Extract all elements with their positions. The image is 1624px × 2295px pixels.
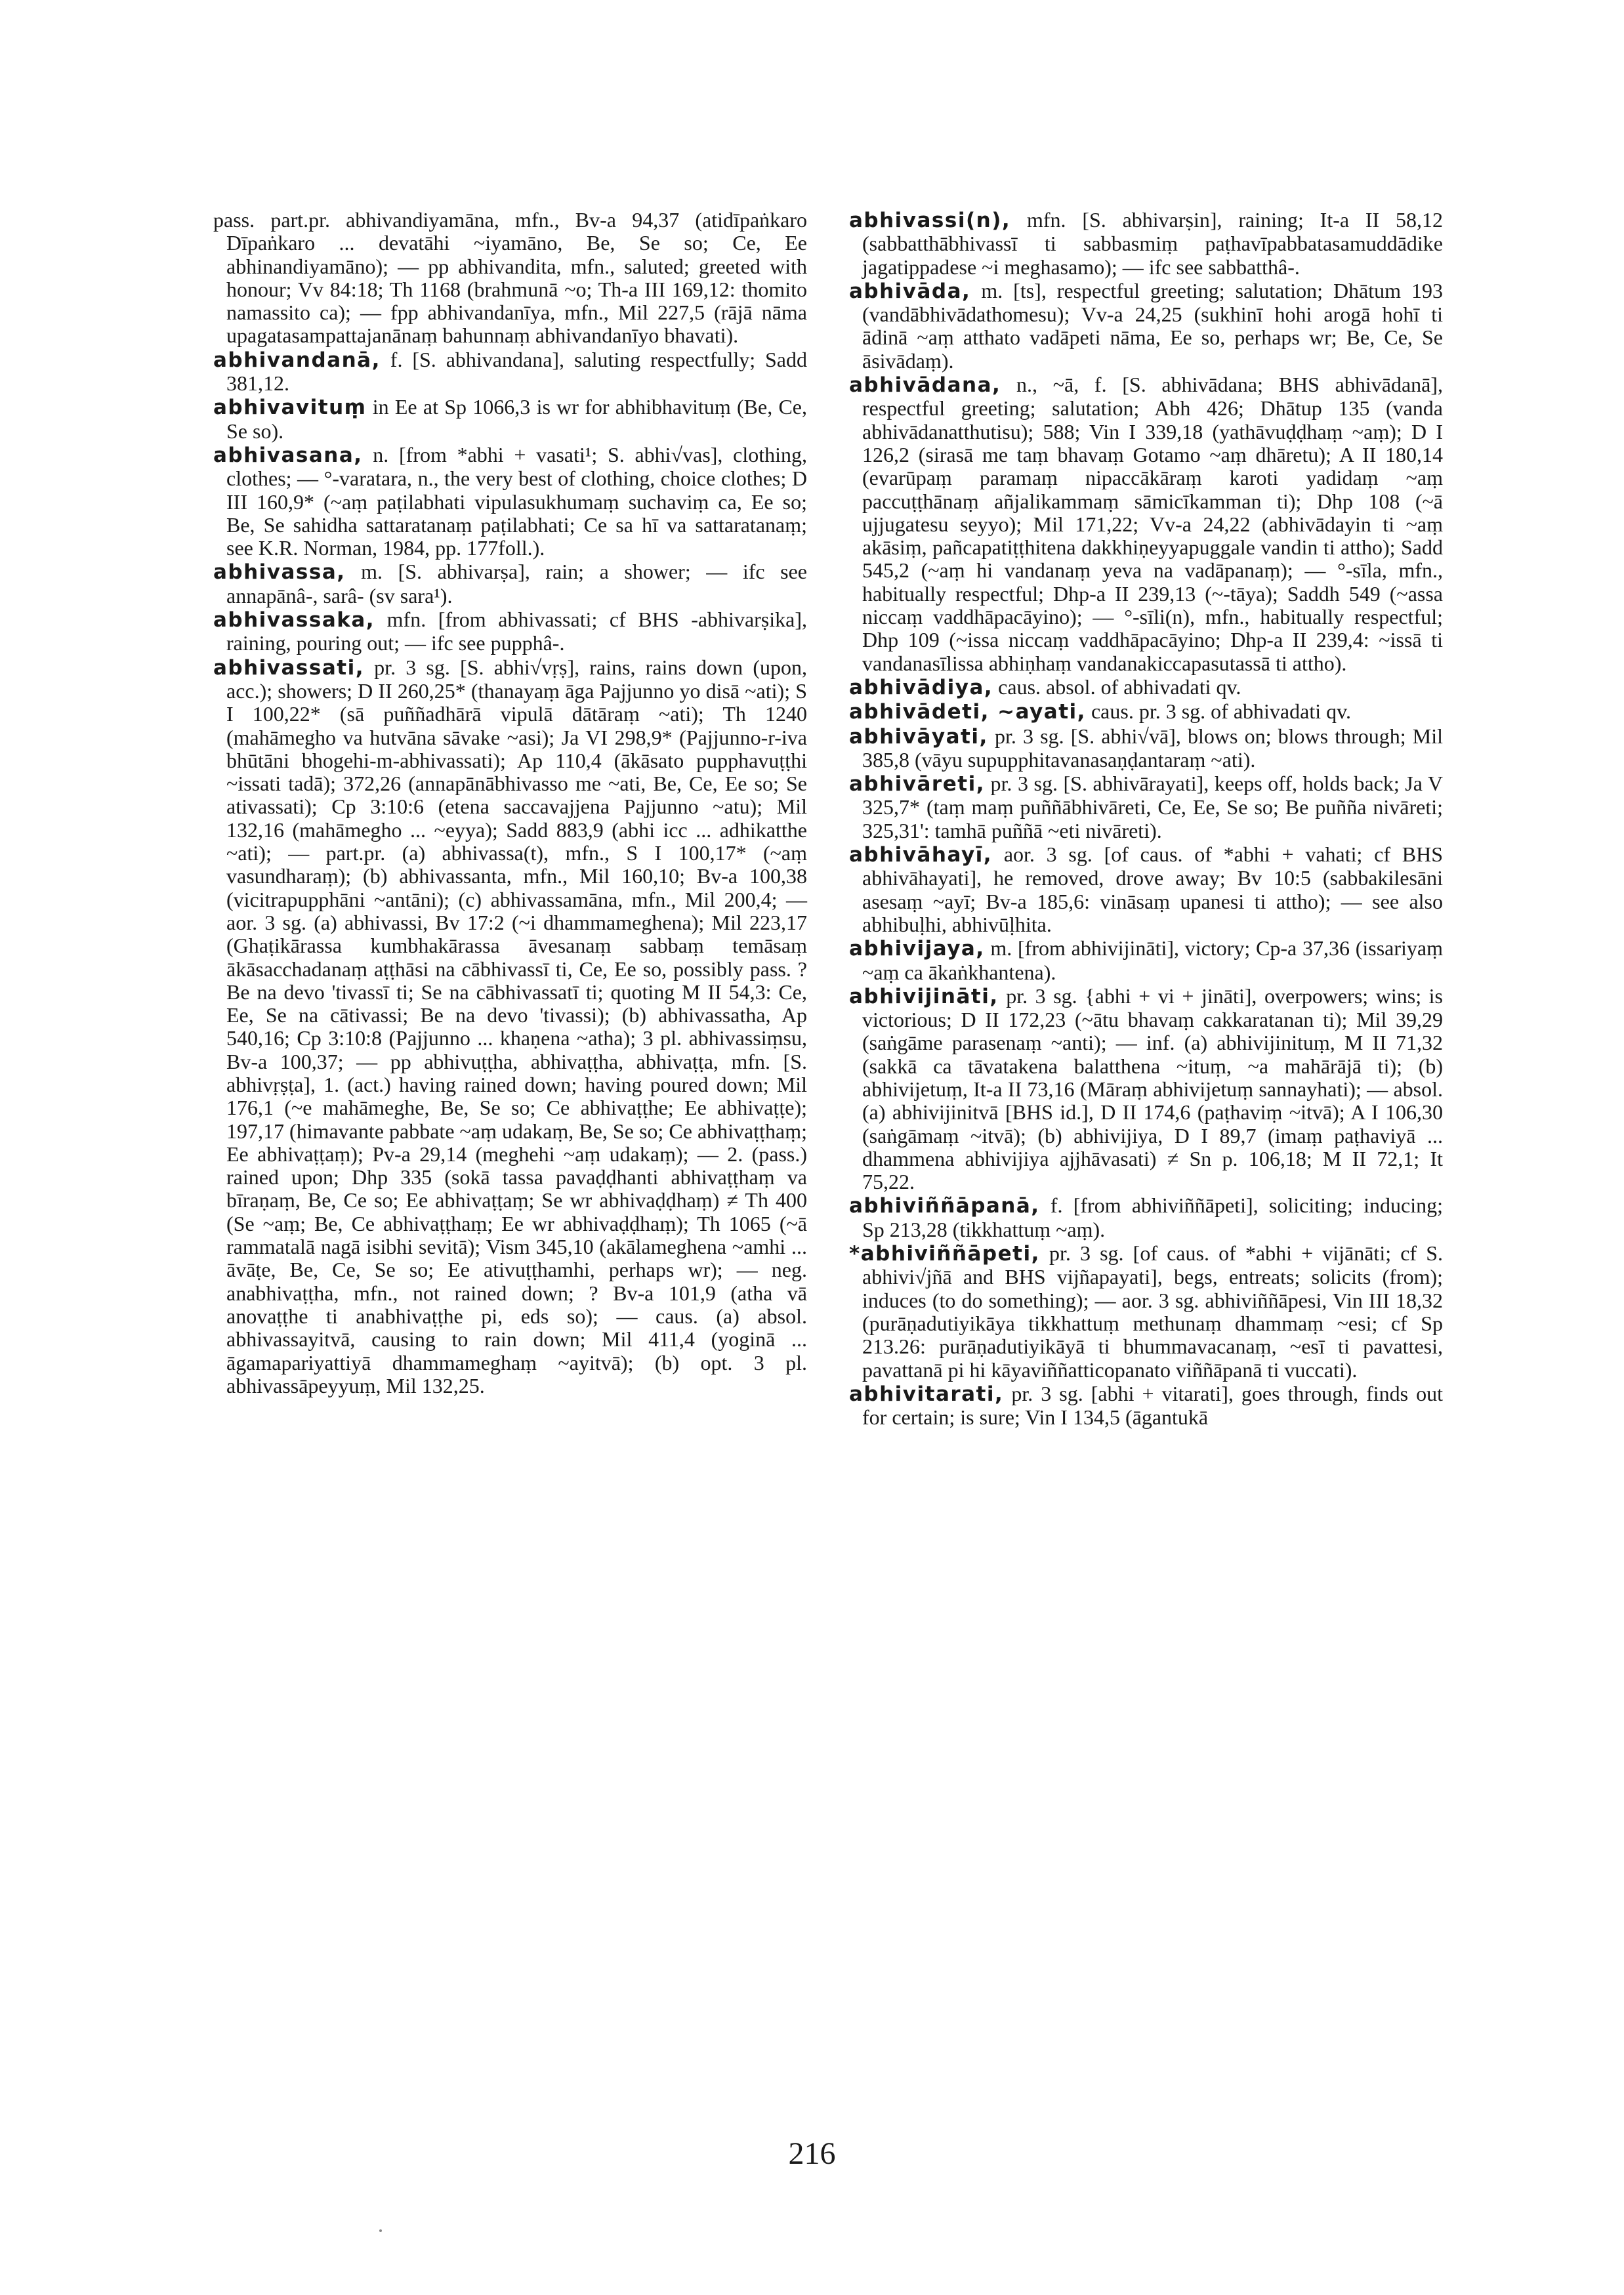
entry-headword: abhivassi(n),	[849, 209, 1011, 232]
entry-body: pr. 3 sg. {abhi + vi + jināti], overpowers; wins; is victorious; D II 172,23 (~ātu bhavaṃ cakkaratanan ti); Mil 39,29 (saṅgāme parasenaṃ ~anti); — inf. (a) abhivijinituṃ, M II 71,32 (sakkā ca tāvatakena balatthena ~ituṃ, ~a mahārājā ti); (b) abhivijetuṃ, It-a II 73,16 (Māraṃ abhivijetuṃ sannayhati); — absol. (a) abhivijinitvā [BHS id.], D II 174,6 (paṭhaviṃ ~itvā); A I 106,30 (saṅgāmaṃ ~itvā); (b) abhivijiya, D I 89,7 (imaṃ paṭhaviyā ... dhammena abhivijiya ajjhāvasati) ≠ Sn p. 106,18; M II 72,1; It 75,22.	[862, 983, 1444, 1194]
entry-headword: abhivāreti,	[849, 772, 985, 796]
entry-body: caus. pr. 3 sg. of abhivadati qv.	[1091, 699, 1352, 724]
dictionary-entry	[213, 656, 807, 1398]
entry-headword: abhivijaya,	[849, 937, 985, 961]
left-column	[213, 209, 807, 1398]
page-number: 216	[788, 2136, 836, 2171]
entry-headword: abhivasana,	[213, 443, 363, 467]
entry-headword: abhivavituṃ	[213, 396, 367, 420]
entry-body: caus. absol. of abhivadati qv.	[998, 674, 1241, 699]
dictionary-entry	[213, 396, 807, 443]
entry-body: pass. part.pr. abhivandiyamāna, mfn., Bv-a 94,37 (atidīpaṅkaro Dīpaṅkaro ... devatāhi ~iyamāno, Be, Se so; Ce, Ee abhinandiyamāno); — pp abhivandita, mfn., saluted; greeted with honour; Vv 84:18; Th 1168 (brahmunā ~o; Th-a III 169,12: thomito namassito ca); — fpp abhivandanīya, mfn., Mil 227,5 (rājā nāma upagatasampattajanānaṃ bahunnaṃ abhivandanīyo bhavati).	[213, 208, 807, 348]
right-column	[849, 209, 1443, 1430]
dictionary-entry	[213, 560, 807, 608]
entry-headword: abhivāhayī,	[849, 843, 993, 867]
entry-headword: abhivijināti,	[849, 984, 999, 1008]
entry-body: pr. 3 sg. [of caus. of *abhi + vijānāti; cf S. abhivi√jñā and BHS vijñapayati], begs, entreats; solicits (from); induces (to do something); — aor. 3 sg. abhiviññāpesi, Vin III 18,32 (purāṇadutiyikāya tikkhattuṃ methunaṃ dhammaṃ ~esi; cf Sp 213.26: purāṇadutiyikāyā ti bhummavacanaṃ, ~esī ti pavattesi, pavattanā pi hi kāyaviññatticopanato viññāpanā ti vuccati).	[862, 1241, 1444, 1382]
entry-headword: abhivitarati,	[849, 1382, 1004, 1406]
dictionary-entry	[849, 1242, 1443, 1382]
dictionary-entry	[849, 676, 1443, 699]
entry-headword: abhivassa,	[213, 560, 346, 585]
dictionary-entry	[213, 444, 807, 560]
dictionary-entry	[849, 373, 1443, 675]
entry-headword: abhivādeti, ~ayati,	[849, 700, 1086, 724]
entry-body: m. [from abhivijināti], victory; Cp-a 37,36 (issariyaṃ ~aṃ ca ākaṅkhantena).	[862, 936, 1444, 984]
dictionary-entry	[849, 843, 1443, 936]
entry-headword: abhivādana,	[849, 373, 1001, 398]
entry-headword: *abhiviññāpeti,	[849, 1242, 1040, 1266]
dictionary-entry	[849, 985, 1443, 1194]
entry-body: pr. 3 sg. [abhi + vitarati], goes through, finds out for certain; is sure; Vin I 134,5 (āgantukā	[862, 1381, 1444, 1430]
entry-headword: abhiviññāpanā,	[849, 1194, 1040, 1218]
entry-body: f. [from abhiviññāpeti], soliciting; inducing; Sp 213,28 (tikkhattuṃ ~aṃ).	[862, 1193, 1444, 1241]
entry-body: mfn. [S. abhivarṣin], raining; It-a II 58,12 (sabbatthābhivassī ti sabbasmiṃ paṭhavīpabbatasamuddādike jagatippadese ~i meghasamo); — ifc see sabbatthâ-.	[862, 208, 1444, 279]
entry-body: m. [S. abhivarṣa], rain; a shower; — ifc see annapānâ-, sarâ- (sv sara¹).	[226, 560, 808, 608]
entry-body: f. [S. abhivandana], saluting respectfully; Sadd 381,12.	[226, 347, 808, 396]
dictionary-entry	[213, 608, 807, 655]
dictionary-entry	[849, 725, 1443, 772]
scan-speck	[379, 2229, 382, 2232]
entry-headword: abhivādiya,	[849, 675, 993, 699]
entry-body: in Ee at Sp 1066,3 is wr for abhibhavituṃ (Be, Ce, Se so).	[226, 395, 808, 443]
dictionary-entry	[213, 348, 807, 396]
entry-body: mfn. [from abhivassati; cf BHS -abhivarṣika], raining, pouring out; — ifc see pupphâ-.	[226, 608, 808, 655]
entry-body: m. [ts], respectful greeting; salutation; Dhātum 193 (vandābhivādathomesu); Vv-a 24,25 (sukhinī hohi arogā hohī ti ādinā ~aṃ atthato vadāpeti nāma, Ee so, perhaps wr; Be, Ce, Se āsivādaṃ).	[862, 278, 1444, 373]
dictionary-entry	[849, 700, 1443, 724]
dictionary-entry	[849, 209, 1443, 279]
dictionary-entry	[849, 279, 1443, 373]
dictionary-entry	[849, 1382, 1443, 1430]
dictionary-entry	[849, 772, 1443, 842]
entry-body: n. [from *abhi + vasati¹; S. abhi√vas], clothing, clothes; — °-varatara, n., the very best of clothing, choice clothes; D III 160,9* (~aṃ paṭilabhati vipulasukhumaṃ suchaviṃ ca, Ee so; Be, Se sahidha sattaratanaṃ paṭilabhati; Ce sa hī va sattaratanaṃ; see K.R. Norman, 1984, pp. 177foll.).	[226, 442, 808, 560]
dictionary-entry	[213, 209, 807, 348]
entry-body: pr. 3 sg. [S. abhi√vṛṣ], rains, rains down (upon, acc.); showers; D II 260,25* (thanayaṃ āga Pajjunno yo disā ~ati); S I 100,22* (sā puññadhārā vipulā dātāraṃ ~ati); Th 1240 (mahāmegho va hutvāna sāvake ~asi); Ja VI 298,9* (Pajjunno-r-iva bhūtāni bhogehi-m-abhivassati); Ap 110,4 (ākāsato pupphavuṭṭhi ~issati tadā); 372,26 (annapānābhivasso me ~ati, Be, Ce, Ee so; Se ativassati); Cp 3:10:6 (etena saccavajjena Pajjunno ~atu); Mil 132,16 (mahāmegho ... ~eyya); Sadd 883,9 (abhi icc ... adhikatthe ~ati); — part.pr. (a) abhivassa(t), mfn., S I 100,17* (~aṃ vasundharaṃ); (b) abhivassanta, mfn., Mil 160,10; Bv-a 100,38 (vicitrapupphāni ~antāni); (c) abhivassamāna, mfn., Mil 200,4; — aor. 3 sg. (a) abhivassi, Bv 17:2 (~i dhammameghena); Mil 223,17 (Ghaṭikārassa kumbhakārassa āvesanaṃ sabbaṃ temāsaṃ ākāsacchadanaṃ aṭṭhāsi na cābhivassī ti, Ce, Ee so, possibly pass. ? Be na devo 'tivassī ti; Se na cābhivassatī ti; quoting M II 54,3: Ce, Ee, Se na cātivassi; Be na devo 'tivassi); (b) abhivassatha, Ap 540,16; Cp 3:10:8 (Pajjunno ... khaṇena ~atha); 3 pl. abhivassiṃsu, Bv-a 100,37; — pp abhivuṭṭha, abhivaṭṭha, abhivaṭṭa, mfn. [S. abhivṛṣṭa], 1. (act.) having rained down; having poured down; Mil 176,1 (~e mahāmeghe, Be, Se so; Ce abhivaṭṭhe; Ee abhivaṭṭe); 197,17 (himavante pabbate ~aṃ udakaṃ, Be, Se so; Ce abhivaṭṭhaṃ; Ee abhivaṭṭaṃ); Pv-a 29,14 (meghehi ~aṃ udakaṃ); — 2. (pass.) rained upon; Dhp 335 (sokā tassa pavaḍḍhanti abhivaṭṭhaṃ va bīraṇaṃ, Be, Ce so; Ee abhivaṭṭaṃ; Se wr abhivaḍḍhaṃ) ≠ Th 400 (Se ~aṃ; Be, Ce abhivaṭṭhaṃ; Ee wr abhivaḍḍhaṃ); Th 1065 (~ā rammatalā nagā isibhi sevitā); Vism 345,10 (akālameghena ~amhi ... āvāṭe, Be, Ce, Se so; Ee ativuṭṭhamhi, perhaps wr); — neg. anabhivaṭṭha, mfn., not rained down; ? Bv-a 101,9 (atha vā anovaṭṭhe ti anabhivaṭṭhe pi, eds so); — caus. (a) absol. abhivassayitvā, causing to rain down; Mil 411,4 (yoginā ... āgamapariyattiyā dhammameghaṃ ~ayitvā); (b) opt. 3 pl. abhivassāpeyyuṃ, Mil 132,25.	[226, 655, 808, 1397]
entry-headword: abhivassaka,	[213, 608, 375, 632]
entry-body: aor. 3 sg. [of caus. of *abhi + vahati; cf BHS abhivāhayati], he removed, drove away; Bv 10:5 (sabbakilesāni asesaṃ ~ayī; Bv-a 185,6: vināsaṃ upanesi ti attho); — see also abhibuḷhi, abhivūḷhita.	[862, 842, 1444, 936]
entry-headword: abhivāyati,	[849, 724, 988, 749]
entry-body: pr. 3 sg. [S. abhi√vā], blows on; blows through; Mil 385,8 (vāyu supupphitavanasaṇḍantaraṃ ~ati).	[862, 724, 1444, 772]
entry-body: pr. 3 sg. [S. abhivārayati], keeps off, holds back; Ja V 325,7* (taṃ maṃ puññābhivāreti, Ce, Ee, Se so; Be puñña nivāreti; 325,31': tamhā puññā ~eti nivāreti).	[862, 772, 1443, 842]
entry-headword: abhivassati,	[213, 655, 364, 680]
entry-headword: abhivandanā,	[213, 348, 381, 372]
dictionary-entry	[849, 1194, 1443, 1241]
entry-headword: abhivāda,	[849, 279, 971, 303]
dictionary-entry	[849, 937, 1443, 984]
entry-body: n., ~ā, f. [S. abhivādana; BHS abhivādanā], respectful greeting; salutation; Abh 426; Dhātup 135 (vanda abhivādanatthutisu); 588; Vin I 339,18 (yathāvuḍḍhaṃ ~aṃ); D I 126,2 (sirasā me taṃ bhavaṃ Gotamo ~aṃ dhāretu); A II 180,14 (evarūpaṃ paramaṃ nipaccākāraṃ karoti yadidaṃ ~aṃ paccuṭṭhānaṃ añjalikammaṃ sāmicīkamman ti); Dhp 108 (~ā ujjugatesu seyyo); Mil 171,22; Vv-a 24,22 (abhivādayin ti ~aṃ akāsiṃ, pañcapatiṭṭhitena dakkhiṇeyyapuggale vandin ti attho); Sadd 545,2 (~aṃ hi vandanaṃ yeva na vadāpanaṃ); — °-sīla, mfn., habitually respectful; Dhp-a II 239,13 (~-tāya); Saddh 549 (~assa niccaṃ vaddhāpacāyino); — °-sīli(n), mfn., habitually respectful; Dhp 109 (~issa niccaṃ vaddhāpacāyino; Dhp-a II 239,4: ~issā ti vandanasīlissa abhiṇhaṃ vandanakiccapasutassā ti attho).	[862, 373, 1444, 675]
